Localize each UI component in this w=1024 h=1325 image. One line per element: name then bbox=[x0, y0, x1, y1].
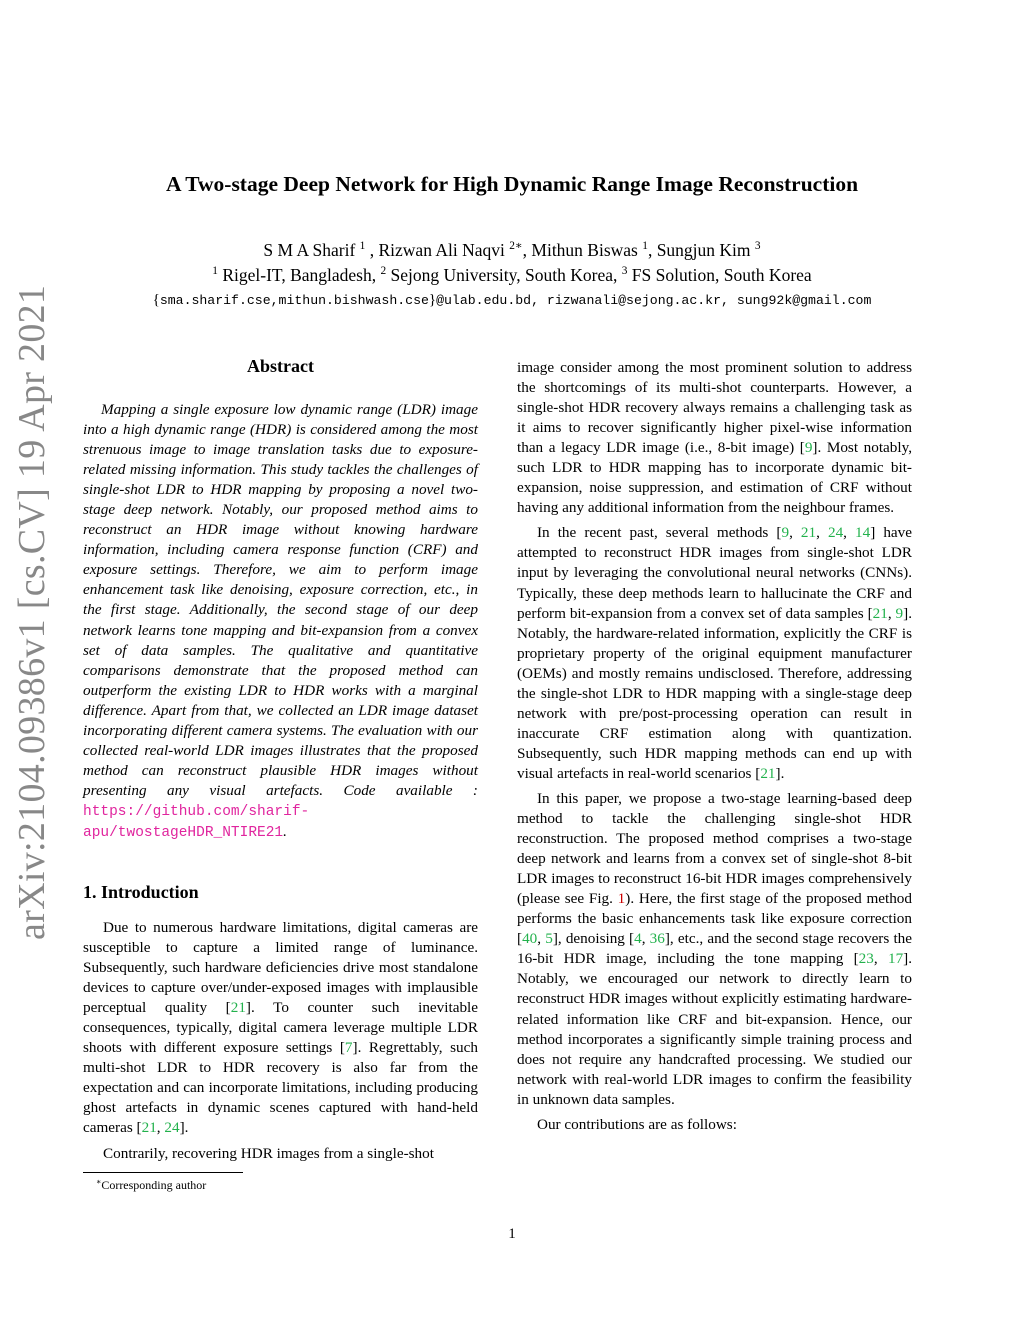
text-run: In the recent past, several methods [ bbox=[537, 524, 782, 542]
text-run: In this paper, we propose a two-stage learning-based deep method to tackle the challenging single-shot HDR reconstruction. The proposed method comprises a two-stage deep network and learns from a convex set of single-shot 8-bit LDR images to reconstruct 16-bit HDR images comprehensively (please see Fig. bbox=[517, 789, 912, 908]
citation-link[interactable]: 21 bbox=[760, 764, 776, 782]
affiliation-mark: 3 bbox=[621, 265, 628, 278]
citation-link[interactable]: 14 bbox=[855, 524, 871, 542]
footnote-text: Corresponding author bbox=[101, 1178, 207, 1192]
text-run: ]. Notably, we encouraged our network to directly learn to reconstruct HDR images without explicitly estimating hardware-related information like CRF and bit-expansion. Hence, our method incorporates a significantly simple training process and does not require any handcrafted processing. We studied our network with real-world LDR images to confirm the feasibility in unknown data samples. bbox=[517, 950, 913, 1108]
affiliation: FS Solution, South Korea bbox=[631, 265, 812, 285]
text-run: , bbox=[156, 1119, 165, 1137]
affiliation-mark: 2 bbox=[380, 265, 387, 278]
affiliation: Sejong University, South Korea, bbox=[390, 265, 622, 285]
citation-link[interactable]: 4 bbox=[634, 930, 642, 948]
code-link[interactable]: https://github.com/sharif-apu/twostageHDR_NTIRE21 bbox=[83, 803, 310, 841]
text-run: , bbox=[641, 930, 650, 948]
abstract-body bbox=[83, 400, 478, 843]
intro-paragraph bbox=[83, 918, 478, 1139]
paper-title: A Two-stage Deep Network for High Dynamic Range Image Reconstruction bbox=[165, 172, 859, 196]
brace-close: } bbox=[428, 292, 437, 308]
footnote bbox=[96, 1178, 206, 1193]
affiliation: Rigel-IT, Bangladesh, bbox=[222, 265, 381, 285]
body-paragraph bbox=[517, 789, 912, 1110]
footnote-mark: ∗ bbox=[96, 1177, 102, 1186]
affiliation-mark: 2∗ bbox=[509, 240, 523, 253]
affiliation-mark: 1 bbox=[359, 240, 366, 253]
citation-link[interactable]: 9 bbox=[804, 439, 813, 457]
citation-link[interactable]: 7 bbox=[344, 1039, 353, 1057]
affiliation-mark: 1 bbox=[642, 240, 648, 253]
text-run: , bbox=[843, 524, 856, 542]
arxiv-stamp: arXiv:2104.09386v1 [cs.CV] 19 Apr 2021 bbox=[11, 284, 53, 940]
text-run: , bbox=[887, 604, 896, 622]
affiliation-list bbox=[0, 263, 1024, 288]
text-run: ]. Notably, the hardware-related information, explicitly the CRF is proprietary property of the original equipment manufacturer (OEMs) and mostly remains undisclosed. Therefore, addressing the single-shot LDR to HDR mapping with a single-stage deep network with pre/post-processing operation can result in inaccurate CRF estimation along with quantization. Subsequently, such HDR mapping methods can end up with visual artefacts in real-world scenarios [ bbox=[517, 604, 912, 782]
text-run: Our contributions are as follows: bbox=[537, 1115, 737, 1133]
text-run: ]. Most notably, such LDR to HDR mapping has to incorporate dynamic bit-expansion, noise suppression, and estimation of CRF without having any additional information from the neighbour frames. bbox=[517, 439, 912, 517]
text-run: ] have attempted to reconstruct HDR images from single-shot LDR input by leveraging the convolutional neural networks (CNNs). Typically, these deep methods learn to hallucinate the CRF and perform bit-expansion from a convex set of data samples [ bbox=[517, 524, 912, 622]
author-name: , Mithun Biswas bbox=[522, 240, 638, 260]
citation-link[interactable]: 24 bbox=[827, 524, 844, 542]
author-name: S M A Sharif bbox=[263, 240, 356, 260]
text-run: ], etc., and the second stage recovers the 16-bit HDR image, including the tone mapping [ bbox=[517, 930, 912, 968]
text-run: Contrarily, recovering HDR images from a single-shot bbox=[103, 1144, 434, 1162]
citation-link[interactable]: 23 bbox=[858, 950, 874, 968]
email-rest: @ulab.edu.bd, rizwanali@sejong.ac.kr, sung92k@gmail.com bbox=[436, 293, 872, 308]
text-run: ], denoising [ bbox=[552, 930, 635, 948]
email-group: sma.sharif.cse,mithun.bishwash.cse bbox=[159, 293, 429, 308]
page-number: 1 bbox=[508, 1226, 516, 1242]
author-name: , Sungjun Kim bbox=[647, 240, 751, 260]
intro-left-column bbox=[83, 918, 478, 1169]
text-run: , bbox=[537, 930, 546, 948]
text-run: ]. bbox=[775, 764, 785, 782]
citation-link[interactable]: 21 bbox=[872, 604, 888, 622]
abstract-end: . bbox=[283, 822, 287, 840]
affiliation-mark: 1 bbox=[212, 265, 218, 278]
citation-link[interactable]: 21 bbox=[141, 1119, 157, 1137]
text-run: ]. bbox=[179, 1119, 189, 1137]
text-run: image consider among the most prominent solution to address the shortcomings of its multi-shot counterparts. However, a single-shot HDR recovery always remains a challenging task as it aims to recover significantly higher pixel-wise information than a legacy LDR image (i.e., 8-bit image) [ bbox=[517, 359, 912, 457]
body-paragraph bbox=[517, 523, 912, 784]
citation-link[interactable]: 24 bbox=[164, 1119, 180, 1137]
text-run: , bbox=[789, 524, 801, 542]
citation-link[interactable]: 9 bbox=[781, 524, 790, 542]
author-list bbox=[0, 238, 1024, 263]
right-column bbox=[517, 358, 912, 1140]
citation-link[interactable]: 9 bbox=[895, 604, 904, 622]
citation-link[interactable]: 21 bbox=[230, 999, 246, 1017]
text-run: , bbox=[873, 950, 888, 968]
citation-link[interactable]: 40 bbox=[522, 930, 538, 948]
text-run: ). Here, the first stage of the proposed method performs the basic enhancements task like exposure correction [ bbox=[517, 890, 912, 948]
citation-link[interactable]: 36 bbox=[649, 930, 665, 948]
abstract-heading: Abstract bbox=[247, 356, 314, 376]
body-paragraph bbox=[517, 358, 912, 518]
footnote-rule bbox=[83, 1172, 243, 1173]
citation-link[interactable]: 5 bbox=[545, 930, 553, 948]
text-run: , bbox=[816, 524, 828, 542]
text-run: ]. To counter such inevitable consequences, typically, digital camera leverage multiple LDR shoots with different exposure settings [ bbox=[83, 999, 479, 1057]
author-name: , Rizwan Ali Naqvi bbox=[369, 240, 505, 260]
abstract-text: Mapping a single exposure low dynamic range (LDR) image into a high dynamic range (HDR) is considered among the most strenuous image to image translation tasks due to exposure-related missing information. This study tackles the challenges of single-shot LDR to HDR mapping by proposing a novel two-stage deep network. Notably, our proposed method aims to reconstruct an HDR image without knowing hardware information, including camera response function (CRF) and exposure settings. Therefore, we aim to perform image enhancement task like denoising, exposure correction, etc., in the first stage. Additionally, the second stage of our deep network learns tone mapping and bit-expansion from a convex set of data samples. The qualitative and quantitative comparisons demonstrate that the proposed method can outperform the existing LDR to HDR works with a marginal difference. Apart from that, we collected an LDR image dataset incorporating different camera systems. The evaluation with our collected real-world LDR images illustrates that the proposed method can reconstruct plausible HDR images without presenting any visual artefacts. Code available : bbox=[83, 401, 478, 799]
citation-link[interactable]: 21 bbox=[800, 524, 817, 542]
email-list bbox=[0, 292, 1024, 309]
figure-link[interactable]: 1 bbox=[617, 890, 626, 908]
citation-link[interactable]: 17 bbox=[887, 950, 904, 968]
body-paragraph bbox=[517, 1115, 912, 1135]
text-run: ]. Regrettably, such multi-shot LDR to HDR recovery is also far from the expectation and can incorporate limitations, including producing ghost artefacts in dynamic scenes captured with hand-held cameras [ bbox=[83, 1039, 478, 1137]
intro-paragraph bbox=[83, 1144, 478, 1164]
text-run: Due to numerous hardware limitations, digital cameras are susceptible to capture a limited range of luminance. Subsequently, such hardware deficiencies drive most standalone devices to capture over/under-exposed images with implausible perceptual quality [ bbox=[83, 919, 478, 1017]
intro-heading: 1. Introduction bbox=[83, 882, 199, 902]
brace-open: { bbox=[152, 292, 160, 308]
affiliation-mark: 3 bbox=[754, 240, 761, 253]
